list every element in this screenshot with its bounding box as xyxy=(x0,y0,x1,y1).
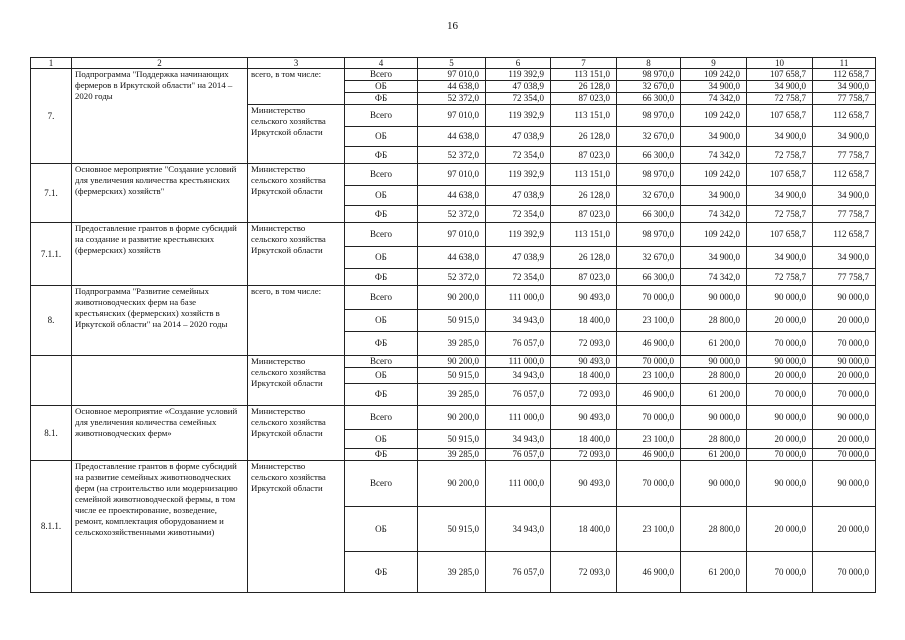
amount-cell: 74 342,0 xyxy=(681,206,747,223)
amount-cell: 46 900,0 xyxy=(617,332,681,356)
amount-cell: 111 000,0 xyxy=(486,356,551,368)
amount-cell: 61 200,0 xyxy=(681,384,747,406)
amount-cell: 90 200,0 xyxy=(418,356,486,368)
item-number: 7.1.1. xyxy=(31,223,72,286)
amount-cell: 20 000,0 xyxy=(747,368,813,384)
amount-cell: 28 800,0 xyxy=(681,430,747,449)
amount-cell: 32 670,0 xyxy=(617,247,681,269)
item-number: 8. xyxy=(31,286,72,356)
amount-cell: 87 023,0 xyxy=(551,147,617,164)
amount-cell: 70 000,0 xyxy=(617,406,681,430)
funding-source: ОБ xyxy=(345,247,418,269)
amount-cell: 87 023,0 xyxy=(551,206,617,223)
amount-cell: 34 943,0 xyxy=(486,507,551,552)
amount-cell: 26 128,0 xyxy=(551,186,617,206)
amount-cell: 70 000,0 xyxy=(747,332,813,356)
item-name: Предоставление грантов в форме субсидий на развитие семейных животноводческих ферм (на строительство или модернизацию семейной животноводческой фермы, в том числе ее проектирование, возведение, ремонт, комплектация оборудованием и сельскохозяйственными животными) xyxy=(72,461,248,593)
amount-cell: 34 900,0 xyxy=(747,186,813,206)
responsible-executor: всего, в том числе: xyxy=(248,286,345,356)
amount-cell: 109 242,0 xyxy=(681,105,747,127)
amount-cell: 26 128,0 xyxy=(551,81,617,93)
amount-cell: 98 970,0 xyxy=(617,164,681,186)
table-row xyxy=(31,69,876,81)
header-row xyxy=(31,58,876,69)
amount-cell: 98 970,0 xyxy=(617,223,681,247)
amount-cell: 90 200,0 xyxy=(418,286,486,310)
amount-cell: 18 400,0 xyxy=(551,310,617,332)
amount-cell: 61 200,0 xyxy=(681,449,747,461)
amount-cell: 77 758,7 xyxy=(813,206,876,223)
amount-cell: 90 000,0 xyxy=(747,461,813,507)
amount-cell: 119 392,9 xyxy=(486,105,551,127)
funding-source: Всего xyxy=(345,69,418,81)
amount-cell: 66 300,0 xyxy=(617,269,681,286)
item-number: 7. xyxy=(31,69,72,164)
amount-cell: 26 128,0 xyxy=(551,127,617,147)
item-number: 8.1. xyxy=(31,406,72,461)
amount-cell: 98 970,0 xyxy=(617,69,681,81)
amount-cell: 72 354,0 xyxy=(486,147,551,164)
funding-source: ОБ xyxy=(345,430,418,449)
amount-cell: 109 242,0 xyxy=(681,223,747,247)
amount-cell: 50 915,0 xyxy=(418,430,486,449)
amount-cell: 72 758,7 xyxy=(747,93,813,105)
amount-cell: 70 000,0 xyxy=(747,384,813,406)
amount-cell: 119 392,9 xyxy=(486,164,551,186)
amount-cell: 76 057,0 xyxy=(486,384,551,406)
amount-cell: 39 285,0 xyxy=(418,332,486,356)
amount-cell: 61 200,0 xyxy=(681,332,747,356)
amount-cell: 74 342,0 xyxy=(681,93,747,105)
amount-cell: 46 900,0 xyxy=(617,449,681,461)
amount-cell: 50 915,0 xyxy=(418,507,486,552)
amount-cell: 20 000,0 xyxy=(813,310,876,332)
amount-cell: 34 943,0 xyxy=(486,430,551,449)
amount-cell: 52 372,0 xyxy=(418,93,486,105)
amount-cell: 34 900,0 xyxy=(813,127,876,147)
page-number: 16 xyxy=(447,20,458,32)
amount-cell: 74 342,0 xyxy=(681,147,747,164)
amount-cell: 32 670,0 xyxy=(617,127,681,147)
amount-cell: 113 151,0 xyxy=(551,223,617,247)
amount-cell: 34 900,0 xyxy=(681,81,747,93)
amount-cell: 34 900,0 xyxy=(681,186,747,206)
amount-cell: 34 900,0 xyxy=(681,127,747,147)
amount-cell: 20 000,0 xyxy=(813,507,876,552)
funding-source: ОБ xyxy=(345,81,418,93)
item-name: Предоставление грантов в форме субсидий на создание и развитие крестьянских (фермерских) хозяйств xyxy=(72,223,248,286)
funding-source: ОБ xyxy=(345,368,418,384)
amount-cell: 23 100,0 xyxy=(617,430,681,449)
funding-source: ФБ xyxy=(345,206,418,223)
item-name: Подпрограмма "Развитие семейных животноводческих ферм на базе крестьянских (фермерских) хозяйств в Иркутской области" на 2014 – 2020 годы xyxy=(72,286,248,356)
item-name: Подпрограмма "Поддержка начинающих фермеров в Иркутской области" на 2014 – 2020 годы xyxy=(72,69,248,164)
funding-source: Всего xyxy=(345,164,418,186)
amount-cell: 52 372,0 xyxy=(418,269,486,286)
amount-cell: 87 023,0 xyxy=(551,93,617,105)
amount-cell: 72 354,0 xyxy=(486,269,551,286)
item-number: 7.1. xyxy=(31,164,72,223)
amount-cell: 20 000,0 xyxy=(747,310,813,332)
amount-cell: 34 900,0 xyxy=(813,186,876,206)
amount-cell: 107 658,7 xyxy=(747,164,813,186)
funding-source: ОБ xyxy=(345,127,418,147)
amount-cell: 113 151,0 xyxy=(551,164,617,186)
funding-source: Всего xyxy=(345,461,418,507)
column-number-header: 6 xyxy=(486,58,551,69)
amount-cell: 28 800,0 xyxy=(681,310,747,332)
table-row xyxy=(31,356,876,368)
amount-cell: 77 758,7 xyxy=(813,147,876,164)
amount-cell: 76 057,0 xyxy=(486,332,551,356)
amount-cell: 97 010,0 xyxy=(418,164,486,186)
amount-cell: 47 038,9 xyxy=(486,127,551,147)
amount-cell: 72 354,0 xyxy=(486,93,551,105)
amount-cell: 72 758,7 xyxy=(747,147,813,164)
amount-cell: 28 800,0 xyxy=(681,507,747,552)
amount-cell: 119 392,9 xyxy=(486,223,551,247)
amount-cell: 97 010,0 xyxy=(418,69,486,81)
column-number-header: 4 xyxy=(345,58,418,69)
funding-source: ОБ xyxy=(345,310,418,332)
amount-cell: 90 000,0 xyxy=(813,406,876,430)
amount-cell: 109 242,0 xyxy=(681,69,747,81)
amount-cell: 90 000,0 xyxy=(813,461,876,507)
amount-cell: 97 010,0 xyxy=(418,105,486,127)
amount-cell: 39 285,0 xyxy=(418,449,486,461)
amount-cell: 23 100,0 xyxy=(617,310,681,332)
amount-cell: 90 000,0 xyxy=(813,286,876,310)
funding-source: ФБ xyxy=(345,552,418,593)
amount-cell: 77 758,7 xyxy=(813,269,876,286)
amount-cell: 90 493,0 xyxy=(551,356,617,368)
amount-cell: 77 758,7 xyxy=(813,93,876,105)
amount-cell: 18 400,0 xyxy=(551,507,617,552)
responsible-executor: Министерство сельского хозяйства Иркутской области xyxy=(248,461,345,593)
amount-cell: 112 658,7 xyxy=(813,164,876,186)
amount-cell: 47 038,9 xyxy=(486,186,551,206)
column-number-header: 10 xyxy=(747,58,813,69)
column-number-header: 2 xyxy=(72,58,248,69)
amount-cell: 70 000,0 xyxy=(747,449,813,461)
column-number-header: 9 xyxy=(681,58,747,69)
amount-cell: 23 100,0 xyxy=(617,368,681,384)
amount-cell: 90 000,0 xyxy=(747,406,813,430)
amount-cell: 90 000,0 xyxy=(813,356,876,368)
amount-cell: 47 038,9 xyxy=(486,247,551,269)
table-row xyxy=(31,286,876,310)
amount-cell: 119 392,9 xyxy=(486,69,551,81)
funding-source: Всего xyxy=(345,105,418,127)
responsible-executor: Министерство сельского хозяйства Иркутской области xyxy=(248,406,345,461)
amount-cell: 34 900,0 xyxy=(747,247,813,269)
table-row xyxy=(31,461,876,507)
amount-cell: 46 900,0 xyxy=(617,384,681,406)
amount-cell: 112 658,7 xyxy=(813,105,876,127)
funding-source: Всего xyxy=(345,406,418,430)
budget-table xyxy=(30,57,876,593)
item-name xyxy=(72,356,248,406)
amount-cell: 44 638,0 xyxy=(418,186,486,206)
amount-cell: 66 300,0 xyxy=(617,147,681,164)
amount-cell: 90 493,0 xyxy=(551,461,617,507)
amount-cell: 18 400,0 xyxy=(551,368,617,384)
item-name: Основное мероприятие «Создание условий для увеличения количества семейных животноводческих ферм» xyxy=(72,406,248,461)
amount-cell: 90 000,0 xyxy=(681,461,747,507)
amount-cell: 70 000,0 xyxy=(813,552,876,593)
funding-source: ФБ xyxy=(345,93,418,105)
amount-cell: 34 943,0 xyxy=(486,310,551,332)
amount-cell: 90 493,0 xyxy=(551,286,617,310)
amount-cell: 112 658,7 xyxy=(813,223,876,247)
amount-cell: 111 000,0 xyxy=(486,286,551,310)
amount-cell: 70 000,0 xyxy=(617,286,681,310)
column-number-header: 3 xyxy=(248,58,345,69)
funding-source: Всего xyxy=(345,356,418,368)
amount-cell: 44 638,0 xyxy=(418,127,486,147)
amount-cell: 66 300,0 xyxy=(617,206,681,223)
amount-cell: 20 000,0 xyxy=(813,368,876,384)
table-row xyxy=(31,223,876,247)
amount-cell: 107 658,7 xyxy=(747,69,813,81)
amount-cell: 70 000,0 xyxy=(617,356,681,368)
item-number: 8.1.1. xyxy=(31,461,72,593)
funding-source: ОБ xyxy=(345,507,418,552)
responsible-executor: всего, в том числе: xyxy=(248,69,345,105)
funding-source: Всего xyxy=(345,286,418,310)
funding-source: ФБ xyxy=(345,269,418,286)
funding-source: ФБ xyxy=(345,332,418,356)
amount-cell: 44 638,0 xyxy=(418,247,486,269)
amount-cell: 18 400,0 xyxy=(551,430,617,449)
funding-source: Всего xyxy=(345,223,418,247)
column-number-header: 5 xyxy=(418,58,486,69)
amount-cell: 72 354,0 xyxy=(486,206,551,223)
amount-cell: 34 900,0 xyxy=(747,81,813,93)
funding-source: ОБ xyxy=(345,186,418,206)
column-number-header: 11 xyxy=(813,58,876,69)
funding-source: ФБ xyxy=(345,384,418,406)
amount-cell: 90 000,0 xyxy=(681,356,747,368)
amount-cell: 72 093,0 xyxy=(551,384,617,406)
item-number xyxy=(31,356,72,406)
amount-cell: 90 000,0 xyxy=(747,356,813,368)
amount-cell: 34 900,0 xyxy=(813,81,876,93)
amount-cell: 76 057,0 xyxy=(486,552,551,593)
responsible-executor: Министерство сельского хозяйства Иркутской области xyxy=(248,105,345,164)
amount-cell: 113 151,0 xyxy=(551,69,617,81)
amount-cell: 113 151,0 xyxy=(551,105,617,127)
amount-cell: 23 100,0 xyxy=(617,507,681,552)
amount-cell: 20 000,0 xyxy=(813,430,876,449)
responsible-executor: Министерство сельского хозяйства Иркутской области xyxy=(248,223,345,286)
amount-cell: 107 658,7 xyxy=(747,223,813,247)
amount-cell: 39 285,0 xyxy=(418,384,486,406)
amount-cell: 72 093,0 xyxy=(551,552,617,593)
amount-cell: 72 093,0 xyxy=(551,332,617,356)
amount-cell: 98 970,0 xyxy=(617,105,681,127)
funding-source: ФБ xyxy=(345,449,418,461)
funding-source: ФБ xyxy=(345,147,418,164)
column-number-header: 1 xyxy=(31,58,72,69)
amount-cell: 72 758,7 xyxy=(747,206,813,223)
amount-cell: 72 093,0 xyxy=(551,449,617,461)
amount-cell: 26 128,0 xyxy=(551,247,617,269)
amount-cell: 90 000,0 xyxy=(681,406,747,430)
amount-cell: 90 493,0 xyxy=(551,406,617,430)
amount-cell: 111 000,0 xyxy=(486,406,551,430)
amount-cell: 66 300,0 xyxy=(617,93,681,105)
amount-cell: 46 900,0 xyxy=(617,552,681,593)
amount-cell: 52 372,0 xyxy=(418,206,486,223)
table-row xyxy=(31,164,876,186)
amount-cell: 70 000,0 xyxy=(617,461,681,507)
amount-cell: 34 900,0 xyxy=(813,247,876,269)
table-row xyxy=(31,406,876,430)
amount-cell: 70 000,0 xyxy=(813,332,876,356)
amount-cell: 20 000,0 xyxy=(747,507,813,552)
amount-cell: 87 023,0 xyxy=(551,269,617,286)
responsible-executor: Министерство сельского хозяйства Иркутской области xyxy=(248,356,345,406)
amount-cell: 28 800,0 xyxy=(681,368,747,384)
amount-cell: 76 057,0 xyxy=(486,449,551,461)
amount-cell: 90 200,0 xyxy=(418,461,486,507)
amount-cell: 97 010,0 xyxy=(418,223,486,247)
amount-cell: 90 000,0 xyxy=(681,286,747,310)
amount-cell: 32 670,0 xyxy=(617,81,681,93)
amount-cell: 52 372,0 xyxy=(418,147,486,164)
amount-cell: 90 000,0 xyxy=(747,286,813,310)
item-name: Основное мероприятие "Создание условий для увеличения количества крестьянских (фермерских) хозяйств" xyxy=(72,164,248,223)
amount-cell: 61 200,0 xyxy=(681,552,747,593)
amount-cell: 90 200,0 xyxy=(418,406,486,430)
table-body xyxy=(31,58,876,593)
amount-cell: 34 943,0 xyxy=(486,368,551,384)
amount-cell: 70 000,0 xyxy=(813,449,876,461)
amount-cell: 109 242,0 xyxy=(681,164,747,186)
amount-cell: 107 658,7 xyxy=(747,105,813,127)
column-number-header: 8 xyxy=(617,58,681,69)
amount-cell: 50 915,0 xyxy=(418,368,486,384)
amount-cell: 70 000,0 xyxy=(747,552,813,593)
amount-cell: 111 000,0 xyxy=(486,461,551,507)
amount-cell: 44 638,0 xyxy=(418,81,486,93)
amount-cell: 112 658,7 xyxy=(813,69,876,81)
amount-cell: 32 670,0 xyxy=(617,186,681,206)
amount-cell: 74 342,0 xyxy=(681,269,747,286)
amount-cell: 47 038,9 xyxy=(486,81,551,93)
amount-cell: 50 915,0 xyxy=(418,310,486,332)
amount-cell: 34 900,0 xyxy=(747,127,813,147)
amount-cell: 39 285,0 xyxy=(418,552,486,593)
amount-cell: 20 000,0 xyxy=(747,430,813,449)
column-number-header: 7 xyxy=(551,58,617,69)
amount-cell: 34 900,0 xyxy=(681,247,747,269)
amount-cell: 70 000,0 xyxy=(813,384,876,406)
amount-cell: 72 758,7 xyxy=(747,269,813,286)
responsible-executor: Министерство сельского хозяйства Иркутской области xyxy=(248,164,345,223)
